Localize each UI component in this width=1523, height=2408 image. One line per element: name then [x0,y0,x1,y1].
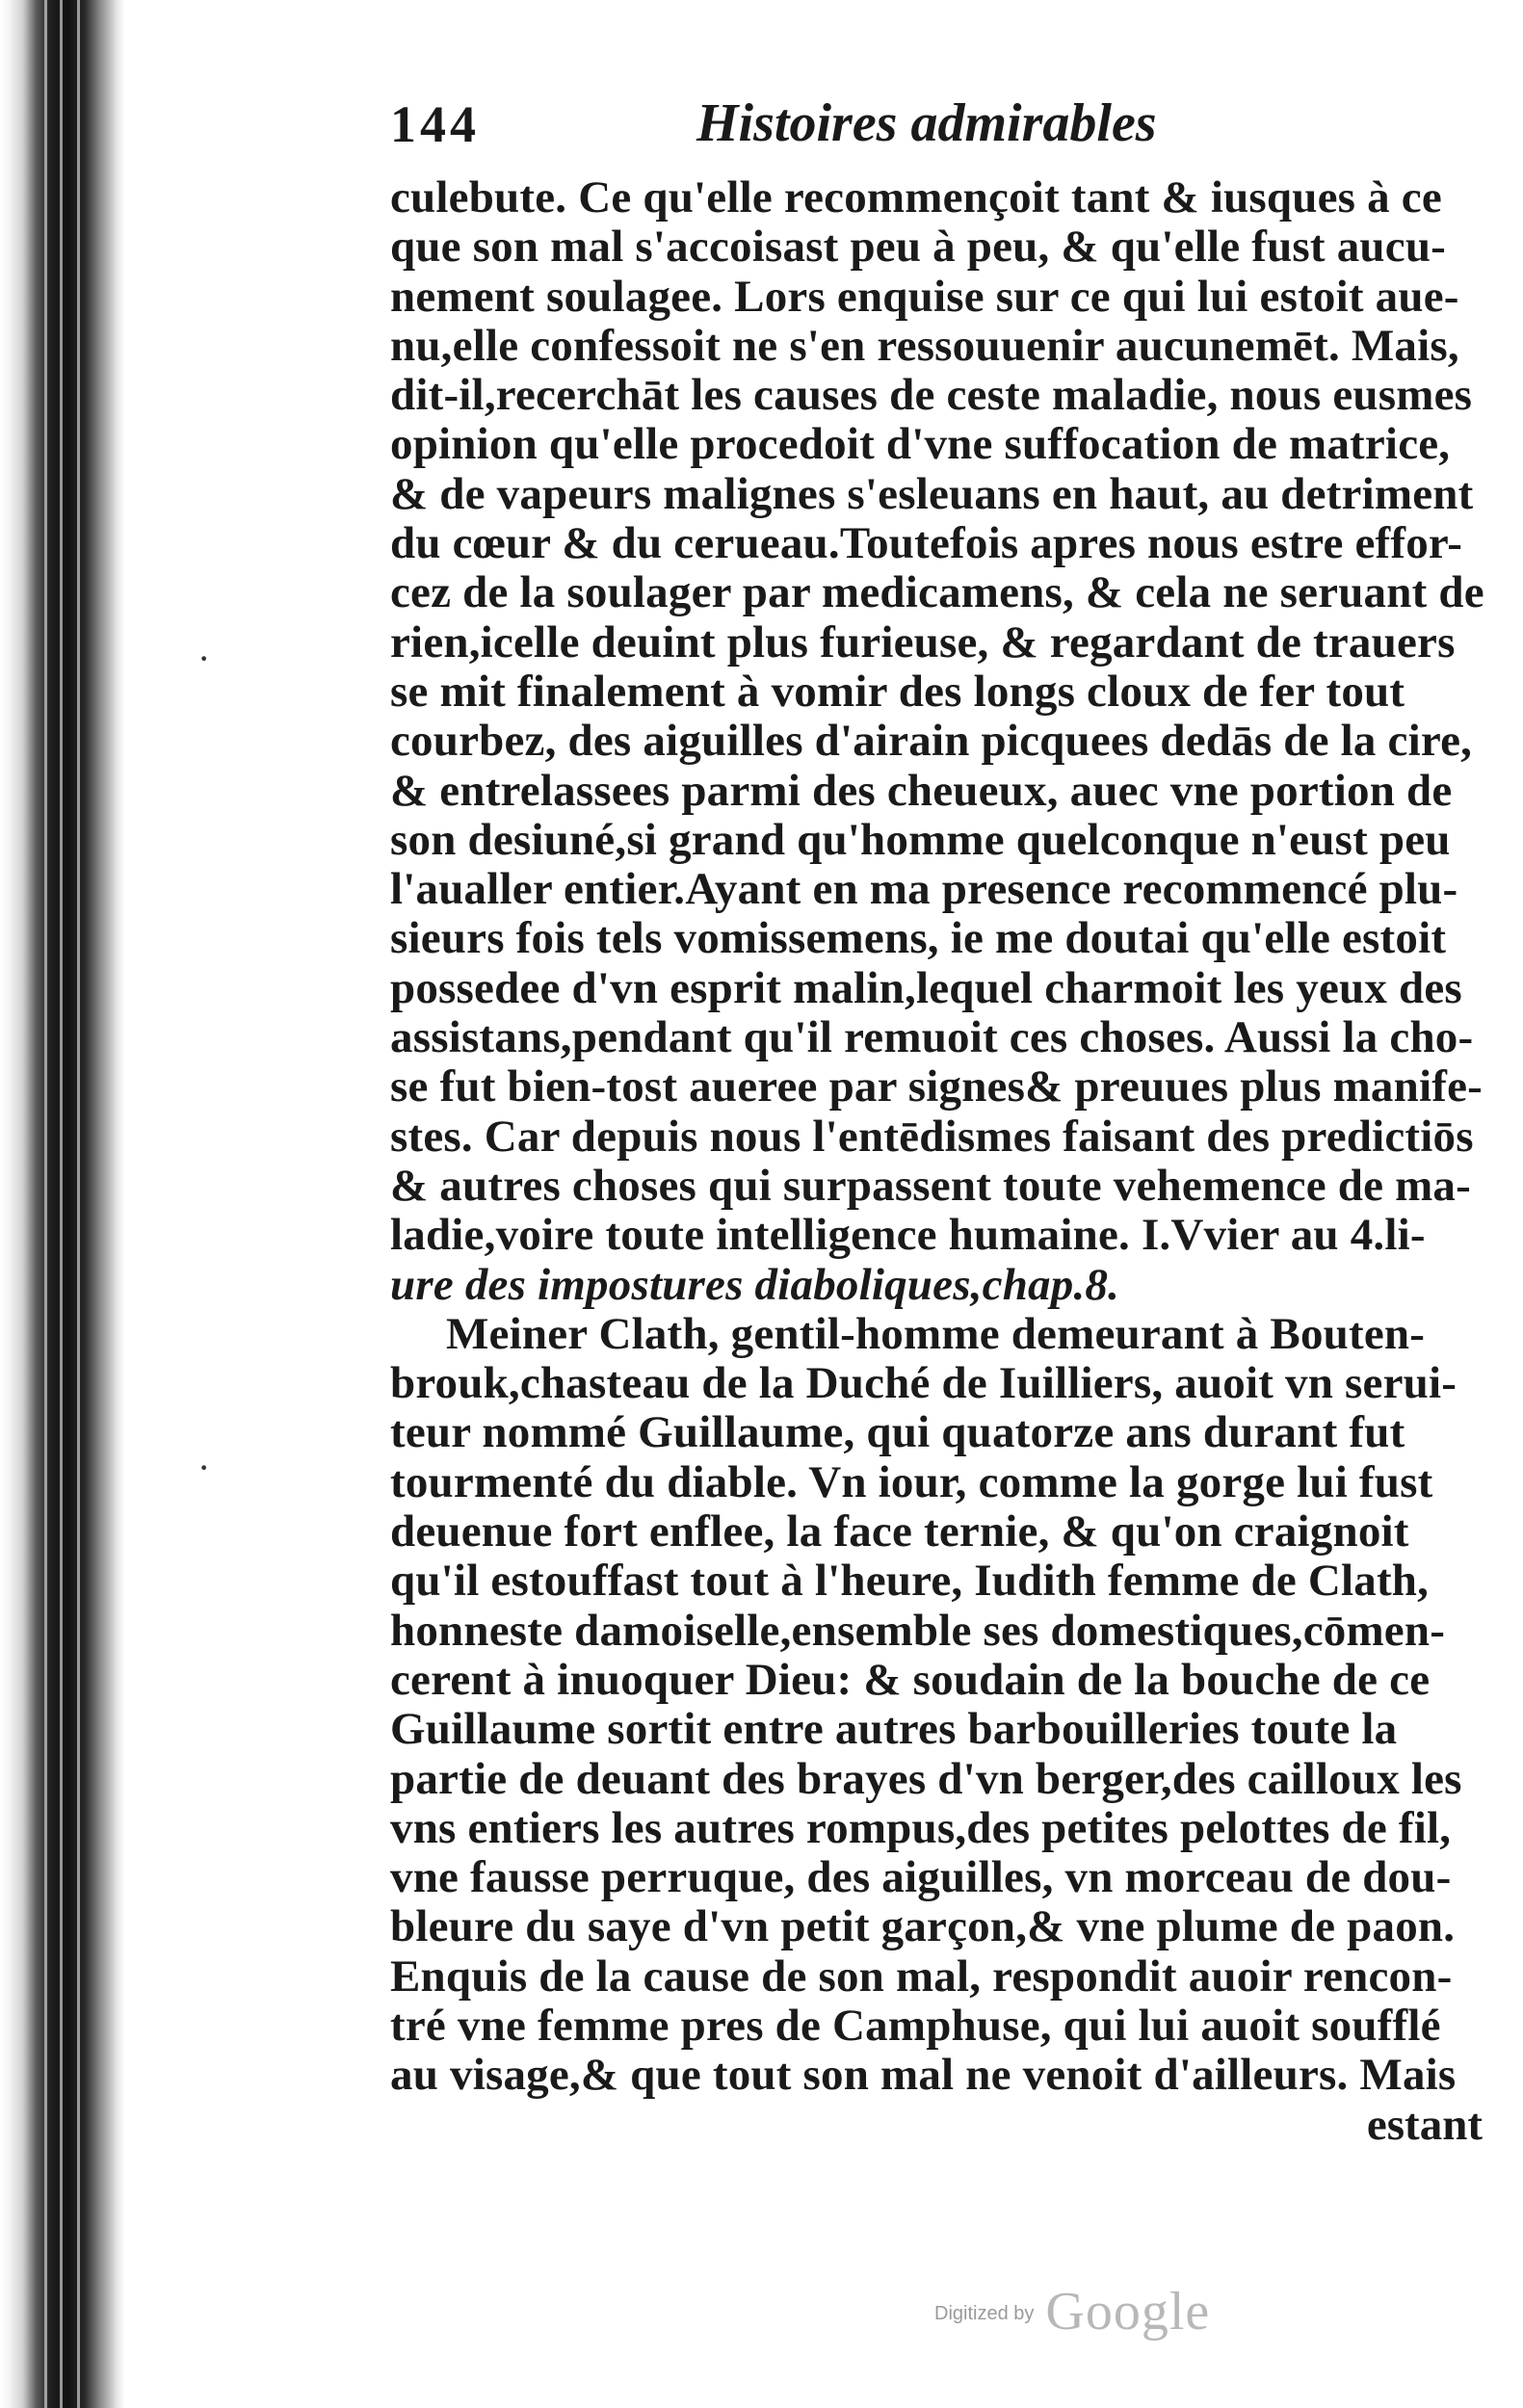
book-page [390,87,1488,2150]
text-line: se fut bien-tost aueree par signes& preuues plus manife- [390,1061,1483,1112]
text-line: deuenue fort enflee, la face ternie, & qu'on craignoit [390,1506,1409,1557]
digitized-by-label: Digitized by [934,2303,1035,2324]
text-line: rien,icelle deuint plus furieuse, & regardant de trauers [390,616,1456,667]
text-line: se mit finalement à vomir des longs cloux de fer tout [390,666,1405,717]
text-line: partie de deuant des brayes d'vn berger,des cailloux les [390,1753,1462,1804]
text-line: honneste damoiselle,ensemble ses domestiques,cōmen- [390,1605,1446,1656]
text-line: sieurs fois tels vomissemens, ie me doutai qu'elle estoit [390,913,1447,964]
text-line: cez de la soulager par medicamens, & cela ne seruant de [390,567,1484,618]
text-line: cerent à inuoquer Dieu: & soudain de la bouche de ce [390,1654,1431,1705]
margin-mark: · [197,637,211,680]
text-line: nu,elle confessoit ne s'en ressouuenir aucunemēt. Mais, [390,320,1459,371]
text-line: assistans,pendant qu'il remuoit ces choses. Aussi la cho- [390,1012,1474,1063]
text-line: son desiuné,si grand qu'homme quelconque n'eust peu [390,814,1451,865]
text-line: tré vne femme pres de Camphuse, qui lui auoit soufflé [390,2000,1441,2051]
text-line: culebute. Ce qu'elle recommençoit tant & iusques à ce [390,172,1442,222]
text-line: opinion qu'elle procedoit d'vne suffocation de matrice, [390,419,1451,470]
running-title: Histoires admirables [696,93,1157,153]
text-line: vns entiers les autres rompus,des petites pelottes de fil, [390,1802,1452,1853]
book-binding-shadow [0,0,125,2408]
text-line: qu'il estouffast tout à l'heure, Iudith femme de Clath, [390,1556,1430,1607]
text-line: tourmenté du diable. Vn iour, comme la gorge lui fust [390,1456,1433,1507]
catchword: estant [1366,2099,1483,2150]
text-line: du cœur & du cerueau.Toutefois apres nous estre effor- [390,518,1463,569]
text-line: Enquis de la cause de son mal, respondit auoir rencon- [390,1950,1453,2002]
text-line: que son mal s'accoisast peu à peu, & qu'elle fust aucu- [390,222,1447,273]
page-number: 144 [390,95,480,153]
text-line: brouk,chasteau de la Duché de Iuilliers, auoit vn serui- [390,1358,1457,1409]
text-line: stes. Car depuis nous l'entēdismes faisant des predictiōs [390,1111,1474,1162]
text-line: Meiner Clath, gentil-homme demeurant à Bouten- [446,1308,1426,1359]
text-line: possedee d'vn esprit malin,lequel charmoit les yeux des [390,962,1462,1013]
binding-streak [77,0,80,2408]
binding-streak [44,0,47,2408]
text-line: au visage,& que tout son mal ne venoit d'ailleurs. Mais [390,2050,1457,2101]
text-line: dit-il,recerchāt les causes de ceste maladie, nous eusmes [390,370,1473,421]
text-line: & autres choses qui surpassent toute vehemence de ma- [390,1160,1471,1211]
text-line: courbez, des aiguilles d'airain picquees dedās de la cire, [390,716,1473,767]
body-text [390,173,1488,2150]
text-line: ure des impostures diaboliques,chap.8. [390,1259,1120,1310]
text-line: & de vapeurs malignes s'esleuans en haut, au detriment [390,468,1474,519]
text-line: bleure du saye d'vn petit garçon,& vne plume de paon. [390,1901,1456,1952]
text-line: & entrelassees parmi des cheueux, auec vne portion de [390,765,1453,816]
text-line: vne fausse perruque, des aiguilles, vn morceau de dou- [390,1852,1452,1903]
binding-streak [60,0,63,2408]
text-line: l'aualler entier.Ayant en ma presence recommencé plu- [390,864,1458,915]
text-line: Guillaume sortit entre autres barbouilleries toute la [390,1704,1398,1755]
text-line: nement soulagee. Lors enquise sur ce qui lui estoit aue- [390,271,1459,322]
google-logo: Google [1045,2282,1211,2342]
margin-mark: · [197,1446,211,1489]
text-line: ladie,voire toute intelligence humaine. I.Vvier au 4.li- [390,1210,1426,1261]
text-line: teur nommé Guillaume, qui quatorze ans durant fut [390,1407,1405,1458]
digitized-footer [934,2265,1210,2343]
page-header [390,87,1488,173]
